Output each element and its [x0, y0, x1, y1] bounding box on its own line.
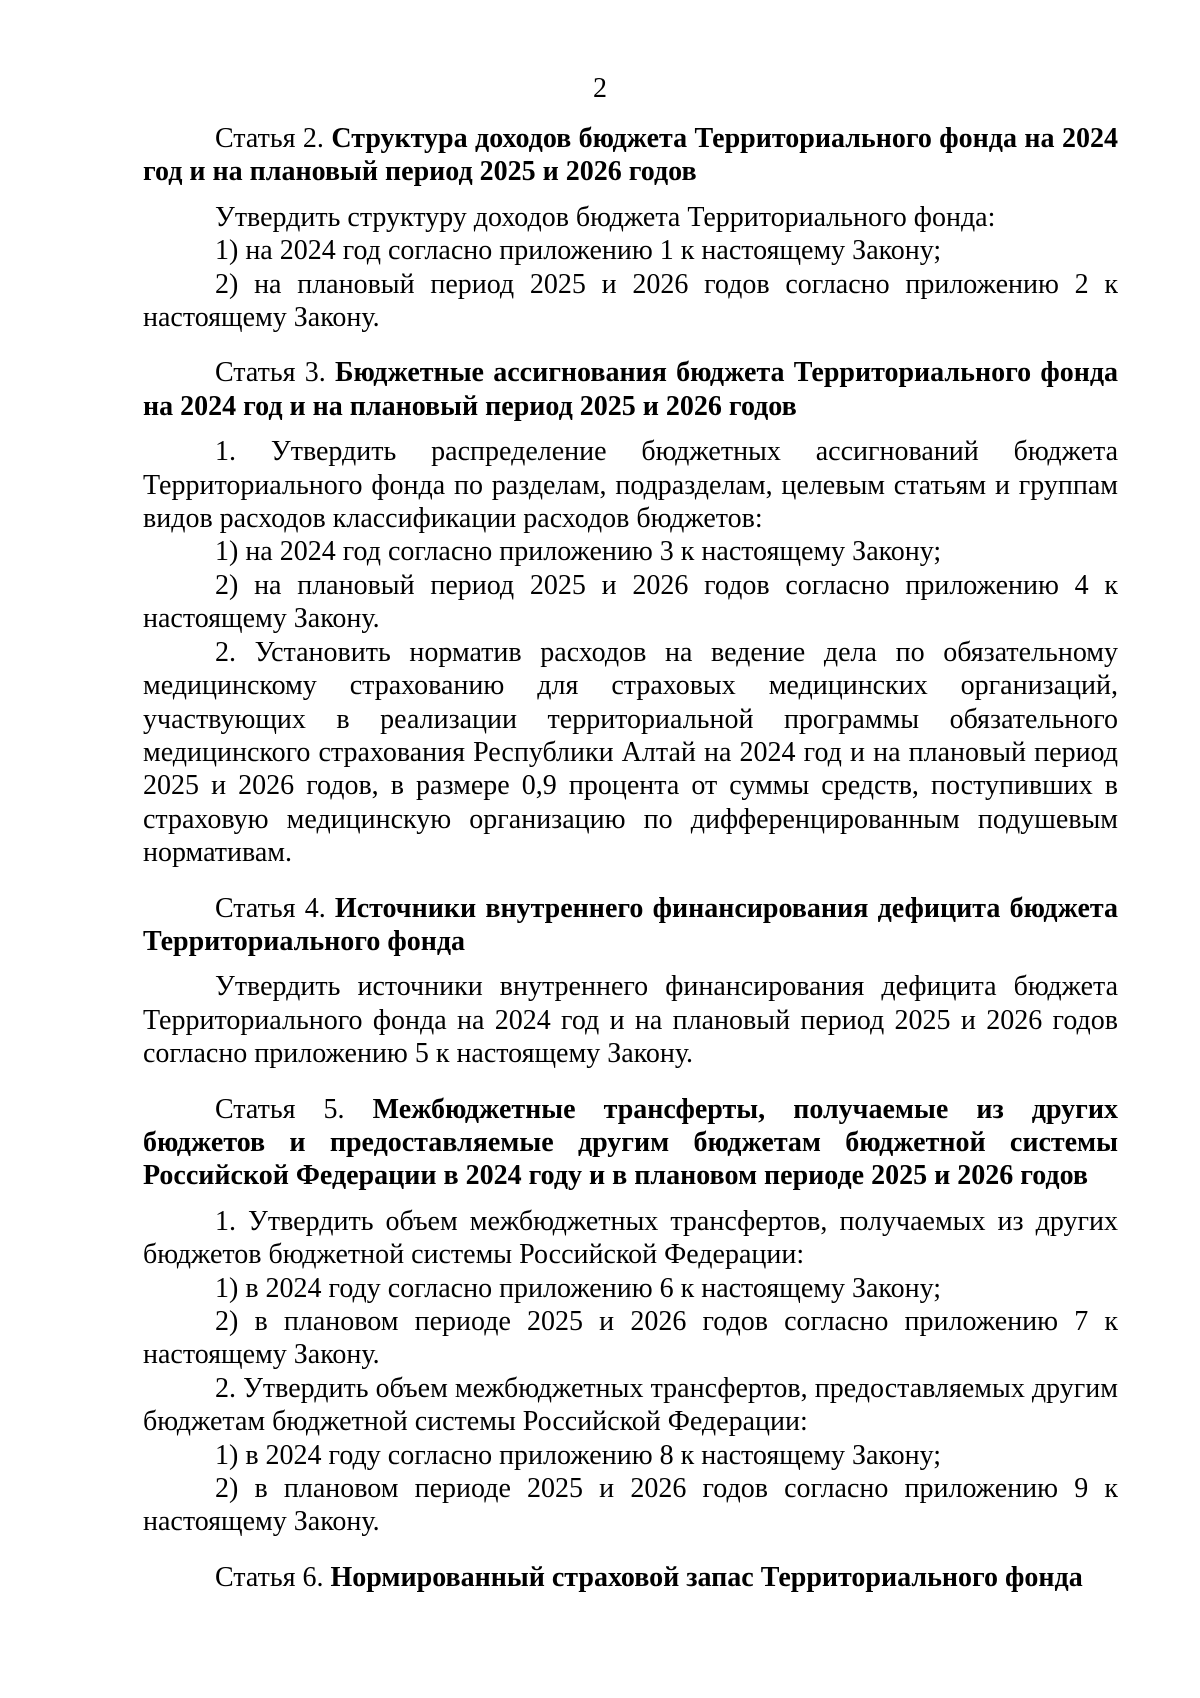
article-6: [143, 1561, 1118, 1594]
paragraph: 2) на плановый период 2025 и 2026 годов согласно приложению 4 к настоящему Закону.: [143, 569, 1118, 635]
paragraph: 1) в 2024 году согласно приложению 6 к настоящему Закону;: [215, 1272, 942, 1304]
article-2: [143, 122, 1118, 334]
article-title: Структура доходов бюджета Территориального фонда на 2024 год и на плановый период 2025 и 2026 годов: [143, 123, 1118, 188]
article-label: Статья 4.: [215, 892, 326, 924]
paragraph: 2) на плановый период 2025 и 2026 годов согласно приложению 2 к настоящему Закону.: [143, 268, 1118, 334]
article-label: Статья 3.: [215, 357, 326, 389]
article-title: Нормированный страховой запас Территориального фонда: [330, 1561, 1083, 1593]
paragraph: 1) на 2024 год согласно приложению 3 к настоящему Закону;: [215, 536, 942, 568]
article-heading: [143, 1093, 1118, 1193]
page-number: 2: [593, 73, 607, 104]
article-5: [143, 1093, 1118, 1539]
paragraph: Утвердить источники внутреннего финансирования дефицита бюджета Территориального фонда на 2024 год и на плановый период 2025 и 2026 годов согласно приложению 5 к настоящему Закону.: [143, 971, 1118, 1070]
paragraph: 1. Утвердить распределение бюджетных ассигнований бюджета Территориального фонда по разделам, подразделам, целевым статьям и группам видов расходов классификации расходов бюджетов:: [143, 436, 1118, 535]
article-label: Статья 5.: [215, 1093, 345, 1125]
article-title: Межбюджетные трансферты, получаемые из других бюджетов и предоставляемые другим бюджетам бюджетной системы Российской Федерации в 2024 году и в плановом периоде 2025 и 2026 годов: [143, 1093, 1118, 1192]
paragraph: 2. Утвердить объем межбюджетных трансфертов, предоставляемых другим бюджетам бюджетной системы Российской Федерации:: [143, 1372, 1118, 1438]
article-heading: [143, 1561, 1118, 1594]
paragraph: 2) в плановом периоде 2025 и 2026 годов согласно приложению 9 к настоящему Закону.: [143, 1473, 1118, 1538]
paragraph: Утвердить структуру доходов бюджета Территориального фонда:: [215, 201, 996, 233]
paragraph: 2. Установить норматив расходов на ведение дела по обязательному медицинскому страхованию для страховых медицинских организаций, участвующих в реализации территориальной программы обязательного медицинского страхования Республики Алтай на 2024 год и на плановый период 2025 и 2026 годов, в размере 0,9 процента от суммы средств, поступивших в страховую медицинскую организацию по дифференцированным подушевым нормативам.: [143, 636, 1118, 869]
paragraph: 1. Утвердить объем межбюджетных трансфертов, получаемых из других бюджетов бюджетной системы Российской Федерации:: [143, 1205, 1118, 1271]
article-4: [143, 892, 1118, 1071]
paragraph: 1) на 2024 год согласно приложению 1 к настоящему Закону;: [215, 235, 942, 267]
document-body: [143, 122, 1118, 1606]
article-3: [143, 356, 1118, 869]
article-heading: [143, 892, 1118, 959]
article-title: Бюджетные ассигнования бюджета Территориального фонда на 2024 год и на плановый период 2025 и 2026 годов: [143, 357, 1119, 422]
article-title: Источники внутреннего финансирования дефицита бюджета Территориального фонда: [143, 892, 1118, 957]
paragraph: 1) в 2024 году согласно приложению 8 к настоящему Закону;: [215, 1439, 942, 1471]
paragraph: 2) в плановом периоде 2025 и 2026 годов согласно приложению 7 к настоящему Закону.: [143, 1306, 1118, 1371]
article-heading: [143, 356, 1118, 423]
article-heading: [143, 122, 1118, 189]
article-label: Статья 6.: [215, 1561, 324, 1593]
article-label: Статья 2.: [215, 123, 324, 154]
